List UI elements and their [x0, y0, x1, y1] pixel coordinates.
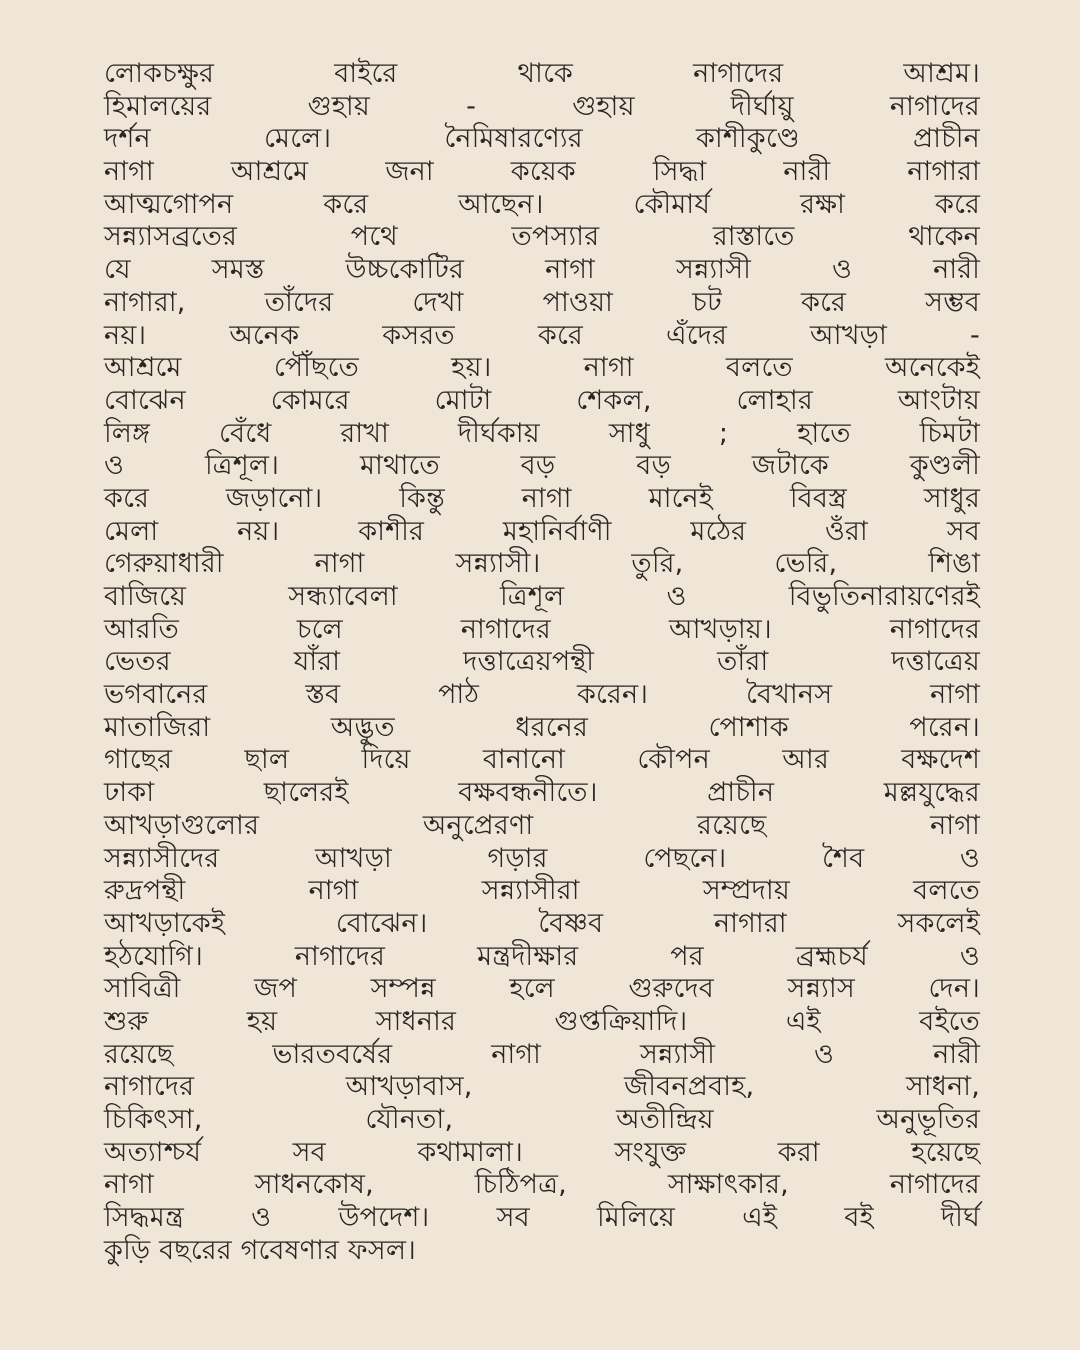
text-line: নাগা সাধনকোষ, চিঠিপত্র, সাক্ষাৎকার, নাগাদের: [104, 1169, 980, 1201]
text-line: গাছের ছাল দিয়ে বানানো কৌপন আর বক্ষদেশ: [104, 744, 980, 776]
text-line: আশ্রমে পৌঁছতে হয়। নাগা বলতে অনেকেই: [104, 352, 980, 384]
text-line: ও ত্রিশূল। মাথাতে বড় বড় জটাকে কুণ্ডলী: [104, 450, 980, 482]
text-line: বোঝেন কোমরে মোটা শেকল, লোহার আংটায়: [104, 384, 980, 416]
text-line: দর্শন মেলে। নৈমিষারণ্যের কাশীকুণ্ডে প্রাচীন: [104, 123, 980, 155]
text-line: আখড়াগুলোর অনুপ্রেরণা রয়েছে নাগা: [104, 809, 980, 841]
text-line: ভেতর যাঁরা দত্তাত্রেয়পন্থী তাঁরা দত্তাত্রেয়: [104, 646, 980, 678]
text-line: রুদ্রপন্থী নাগা সন্ন্যাসীরা সম্প্রদায় বলতে: [104, 875, 980, 907]
text-line: সিদ্ধমন্ত্র ও উপদেশ। সব মিলিয়ে এই বই দীর্ঘ: [104, 1202, 980, 1234]
text-line: করে জড়ানো। কিন্তু নাগা মানেই বিবস্ত্র সাধুর: [104, 482, 980, 514]
text-line: সন্ন্যাসীদের আখড়া গড়ার পেছনে। শৈব ও: [104, 842, 980, 874]
text-line: সন্ন্যাসব্রতের পথে তপস্যার রাস্তাতে থাকেন: [104, 221, 980, 253]
text-line: গেরুয়াধারী নাগা সন্ন্যাসী। তুরি, ভেরি, শিঙা: [104, 548, 980, 580]
text-line: লোকচক্ষুর বাইরে থাকে নাগাদের আশ্রম।: [104, 58, 980, 89]
text-line: আখড়াকেই বোঝেন। বৈষ্ণব নাগারা সকলেই: [104, 907, 980, 939]
text-line: সাবিত্রী জপ সম্পন্ন হলে গুরুদেব সন্ন্যাস দেন।: [104, 973, 980, 1005]
text-line: নাগারা, তাঁদের দেখা পাওয়া চট করে সম্ভব: [104, 286, 980, 318]
text-line: অত্যাশ্চর্য সব কথামালা। সংযুক্ত করা হয়েছে: [104, 1136, 980, 1168]
text-line: নাগাদের আখড়াবাস, জীবনপ্রবাহ, সাধনা,: [104, 1071, 980, 1103]
text-line: মেলা নয়। কাশীর মহানির্বাণী মঠের ওঁরা সব: [104, 515, 980, 547]
text-line: নাগা আশ্রমে জনা কয়েক সিদ্ধা নারী নাগারা: [104, 156, 980, 188]
text-line: রয়েছে ভারতবর্ষের নাগা সন্ন্যাসী ও নারী: [104, 1038, 980, 1070]
text-line: নয়। অনেক কসরত করে এঁদের আখড়া -: [104, 319, 980, 351]
text-line: লিঙ্গ বেঁধে রাখা দীর্ঘকায় সাধু ; হাতে চিমটা: [104, 417, 980, 449]
text-line: হঠযোগি। নাগাদের মন্ত্রদীক্ষার পর ব্রহ্মচর্য ও: [104, 940, 980, 972]
text-line: বাজিয়ে সন্ধ্যাবেলা ত্রিশূল ও বিভুতিনারায়ণেরই: [104, 581, 980, 612]
text-line: হিমালয়ের গুহায় - গুহায় দীর্ঘায়ু নাগাদের: [104, 90, 980, 122]
text-line: মাতাজিরা অদ্ভুত ধরনের পোশাক পরেন।: [104, 711, 980, 743]
text-line: যে সমস্ত উচ্চকোটির নাগা সন্ন্যাসী ও নারী: [104, 254, 980, 286]
text-line: কুড়ি বছরের গবেষণার ফসল।: [104, 1234, 416, 1266]
text-line: ভগবানের স্তব পাঠ করেন। বৈখানস নাগা: [104, 679, 980, 711]
text-line: ঢাকা ছালেরই বক্ষবন্ধনীতে। প্রাচীন মল্লযুদ্ধের: [104, 777, 980, 809]
text-line: আরতি চলে নাগাদের আখড়ায়। নাগাদের: [104, 613, 980, 645]
text-line: শুরু হয় সাধনার গুপ্তক্রিয়াদি। এই বইতে: [104, 1005, 980, 1037]
text-line: আত্মগোপন করে আছেন। কৌমার্য রক্ষা করে: [104, 188, 980, 220]
body-paragraph: [104, 58, 980, 1267]
text-line: চিকিৎসা, যৌনতা, অতীন্দ্রিয় অনুভূতির: [104, 1104, 980, 1135]
